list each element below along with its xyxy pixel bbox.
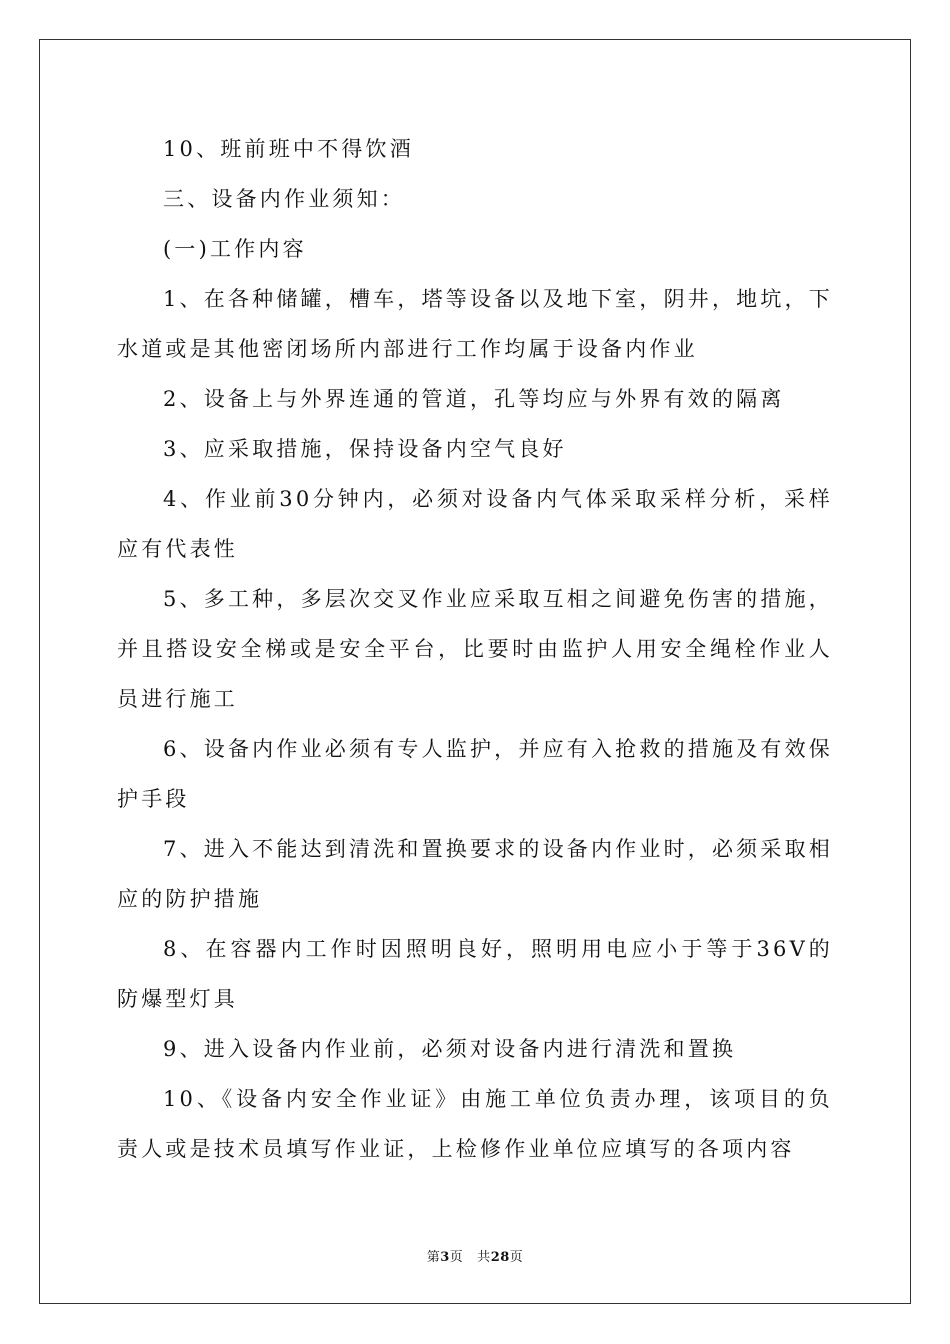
paragraph: 4、作业前30分钟内，必须对设备内气体采取采样分析，采样应有代表性	[117, 487, 833, 561]
footer-total-suffix: 页	[509, 1250, 524, 1265]
paragraph: 8、在容器内工作时因照明良好，照明用电应小于等于36V的防爆型灯具	[117, 937, 833, 1011]
subsection-heading: (一)工作内容	[163, 237, 307, 261]
paragraph: 10、班前班中不得饮酒	[163, 137, 414, 161]
footer-page-suffix: 页	[449, 1250, 464, 1265]
paragraph: 2、设备上与外界连通的管道，孔等均应与外界有效的隔离	[163, 387, 785, 411]
footer-total-prefix: 共	[477, 1250, 491, 1265]
total-page-count: 28	[490, 1250, 510, 1265]
paragraph: 9、进入设备内作业前，必须对设备内进行清洗和置换	[163, 1037, 737, 1061]
paragraph: 3、应采取措施，保持设备内空气良好	[163, 437, 567, 461]
paragraph: 5、多工种，多层次交叉作业应采取互相之间避免伤害的措施，并且搭设安全梯或是安全平台，比要时由监护人用安全绳栓作业人员进行施工	[117, 587, 833, 711]
page-footer	[0, 1246, 950, 1265]
section-heading: 三、设备内作业须知：	[163, 187, 405, 211]
paragraph: 7、进入不能达到清洗和置换要求的设备内作业时，必须采取相应的防护措施	[117, 837, 833, 911]
paragraph: 10、《设备内安全作业证》由施工单位负责办理，该项目的负责人或是技术员填写作业证，上检修作业单位应填写的各项内容	[117, 1087, 833, 1161]
current-page-number: 3	[440, 1250, 450, 1265]
footer-prefix: 第	[426, 1250, 441, 1265]
paragraph: 6、设备内作业必须有专人监护，并应有入抢救的措施及有效保护手段	[117, 737, 833, 811]
document-body	[117, 124, 833, 1174]
paragraph: 1、在各种储罐，槽车，塔等设备以及地下室，阴井，地坑，下水道或是其他密闭场所内部进行工作均属于设备内作业	[117, 287, 833, 361]
